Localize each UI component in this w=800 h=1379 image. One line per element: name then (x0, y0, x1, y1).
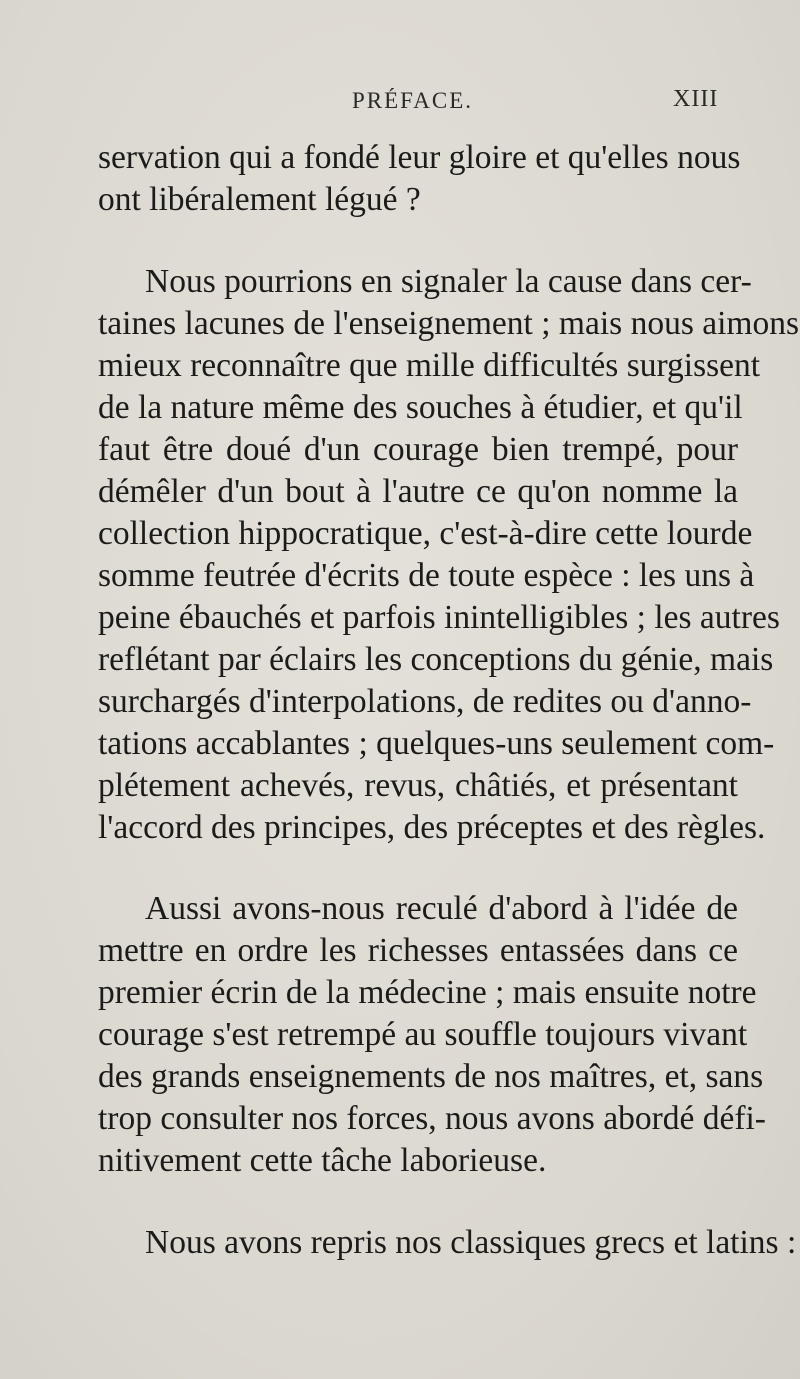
text-line: somme feutrée d'écrits de toute espèce : les uns à (98, 557, 755, 594)
text-line: reflétant par éclairs les conceptions du génie, mais (98, 641, 774, 678)
running-head: PRÉFACE. (352, 88, 474, 113)
text-line: surchargés d'interpolations, de redites ou d'anno- (98, 683, 752, 720)
page-number: XIII (673, 86, 719, 112)
text-line: plétement achevés, revus, châtiés, et présentant (98, 767, 738, 804)
text-line: faut être doué d'un courage bien trempé, pour (98, 431, 738, 468)
text-line: collection hippocratique, c'est-à-dire cette lourde (98, 515, 753, 552)
text-line: de la nature même des souches à étudier, et qu'il (98, 389, 743, 426)
text-line: démêler d'un bout à l'autre ce qu'on nomme la (98, 473, 738, 510)
text-line: l'accord des principes, des préceptes et des règles. (98, 809, 766, 846)
text-line: premier écrin de la médecine ; mais ensuite notre (98, 974, 757, 1011)
text-line: nitivement cette tâche laborieuse. (98, 1142, 547, 1179)
text-line: Nous pourrions en signaler la cause dans cer- (145, 263, 752, 300)
text-line: servation qui a fondé leur gloire et qu'elles nous (98, 139, 741, 176)
text-line: mieux reconnaître que mille difficultés surgissent (98, 347, 761, 384)
text-line: courage s'est retrempé au souffle toujours vivant (98, 1016, 748, 1053)
text-line: mettre en ordre les richesses entassées dans ce (98, 932, 738, 969)
text-line: tations accablantes ; quelques-uns seulement com- (98, 725, 775, 762)
text-line: ont libéralement légué ? (98, 181, 421, 218)
text-line: Aussi avons-nous reculé d'abord à l'idée de (145, 890, 738, 927)
text-line: trop consulter nos forces, nous avons abordé défi- (98, 1100, 766, 1137)
text-line: peine ébauchés et parfois inintelligibles ; les autres (98, 599, 780, 636)
text-line: taines lacunes de l'enseignement ; mais nous aimons (98, 305, 799, 342)
text-line: Nous avons repris nos classiques grecs et latins : (145, 1224, 797, 1261)
text-line: des grands enseignements de nos maîtres, et, sans (98, 1058, 764, 1095)
